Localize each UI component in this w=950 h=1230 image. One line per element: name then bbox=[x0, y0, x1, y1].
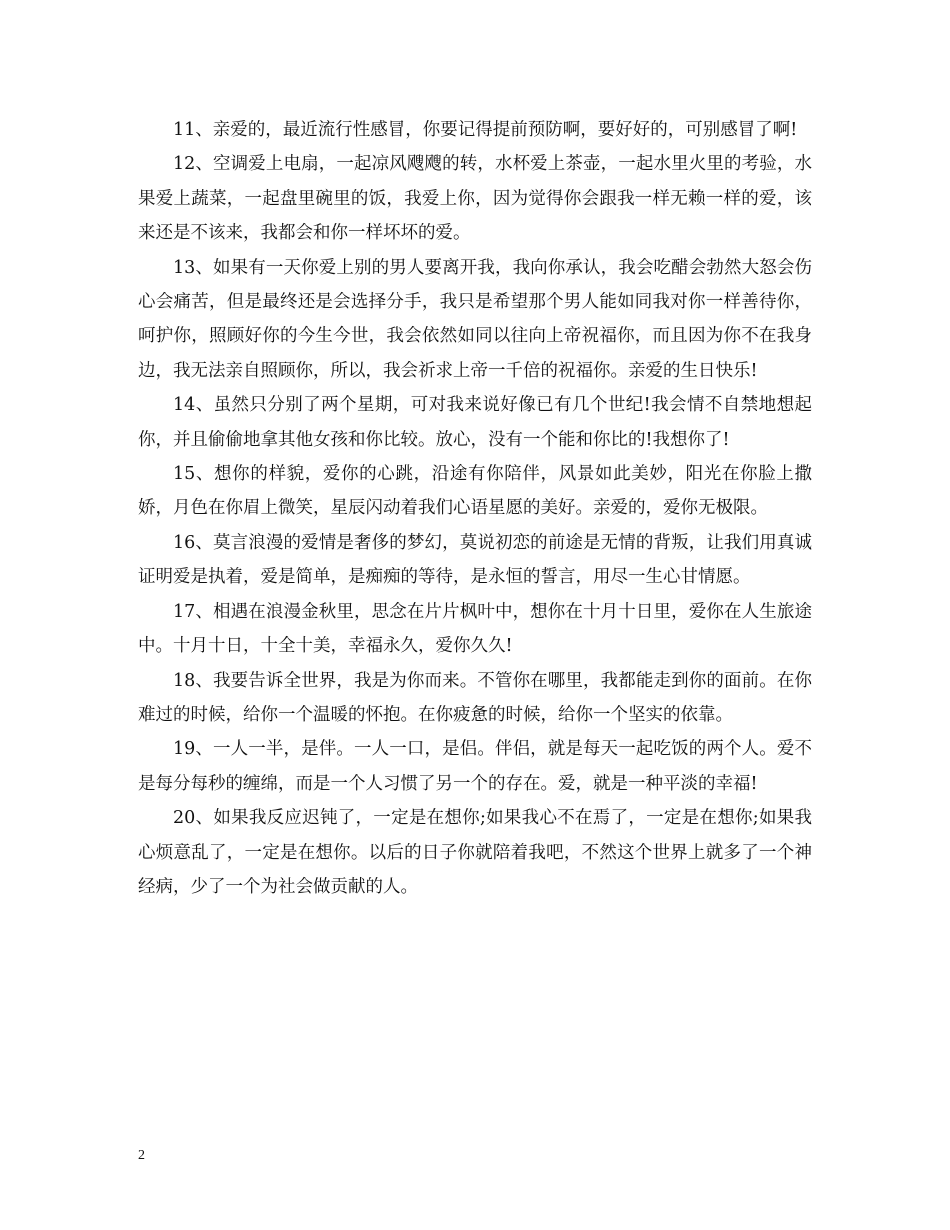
paragraph-20: 20、如果我反应迟钝了，一定是在想你;如果我心不在焉了，一定是在想你;如果我心烦意乱了，一定是在想你。以后的日子你就陪着我吧，不然这个世界上就多了一个神经病，少了一个为社会做贡献的人。 bbox=[138, 808, 812, 897]
paragraph-17: 17、相遇在浪漫金秋里，思念在片片枫叶中，想你在十月十日里，爱你在人生旅途中。十月十日，十全十美，幸福永久，爱你久久! bbox=[138, 601, 812, 657]
paragraph-16: 16、莫言浪漫的爱情是奢侈的梦幻，莫说初恋的前途是无情的背叛，让我们用真诚证明爱是执着，爱是简单，是痴痴的等待，是永恒的誓言，用尽一生心甘情愿。 bbox=[138, 532, 812, 588]
page-number: 2 bbox=[138, 1148, 145, 1163]
document-body bbox=[138, 113, 812, 904]
paragraph-11: 11、亲爱的，最近流行性感冒，你要记得提前预防啊，要好好的，可别感冒了啊! bbox=[173, 120, 798, 140]
paragraph-18: 18、我要告诉全世界，我是为你而来。不管你在哪里，我都能走到你的面前。在你难过的时候，给你一个温暖的怀抱。在你疲惫的时候，给你一个坚实的依靠。 bbox=[138, 670, 812, 725]
paragraph-13: 13、如果有一天你爱上别的男人要离开我，我向你承认，我会吃醋会勃然大怒会伤心会痛苦，但是最终还是会选择分手，我只是希望那个男人能如同我对你一样善待你，呵护你，照顾好你的今生今世，我会依然如同以往向上帝祝福你，而且因为你不在我身边，我无法亲自照顾你，所以，我会祈求上帝一千倍的祝福你。亲爱的生日快乐! bbox=[138, 257, 812, 381]
paragraph-19: 19、一人一半，是伴。一人一口，是侣。伴侣，就是每天一起吃饭的两个人。爱不是每分每秒的缠绵，而是一个人习惯了另一个的存在。爱，就是一种平淡的幸福! bbox=[138, 739, 812, 794]
paragraph-15: 15、想你的样貌，爱你的心跳，沿途有你陪伴，风景如此美妙，阳光在你脸上撒娇，月色在你眉上微笑，星辰闪动着我们心语星愿的美好。亲爱的，爱你无极限。 bbox=[138, 464, 812, 519]
paragraph-12: 12、空调爱上电扇，一起凉风飕飕的转，水杯爱上茶壶，一起水里火里的考验，水果爱上蔬菜，一起盘里碗里的饭，我爱上你，因为觉得你会跟我一样无赖一样的爱，该来还是不该来，我都会和你一样坏坏的爱。 bbox=[138, 154, 812, 244]
paragraph-14: 14、虽然只分别了两个星期，可对我来说好像已有几个世纪!我会情不自禁地想起你，并且偷偷地拿其他女孩和你比较。放心，没有一个能和你比的!我想你了! bbox=[138, 395, 812, 450]
